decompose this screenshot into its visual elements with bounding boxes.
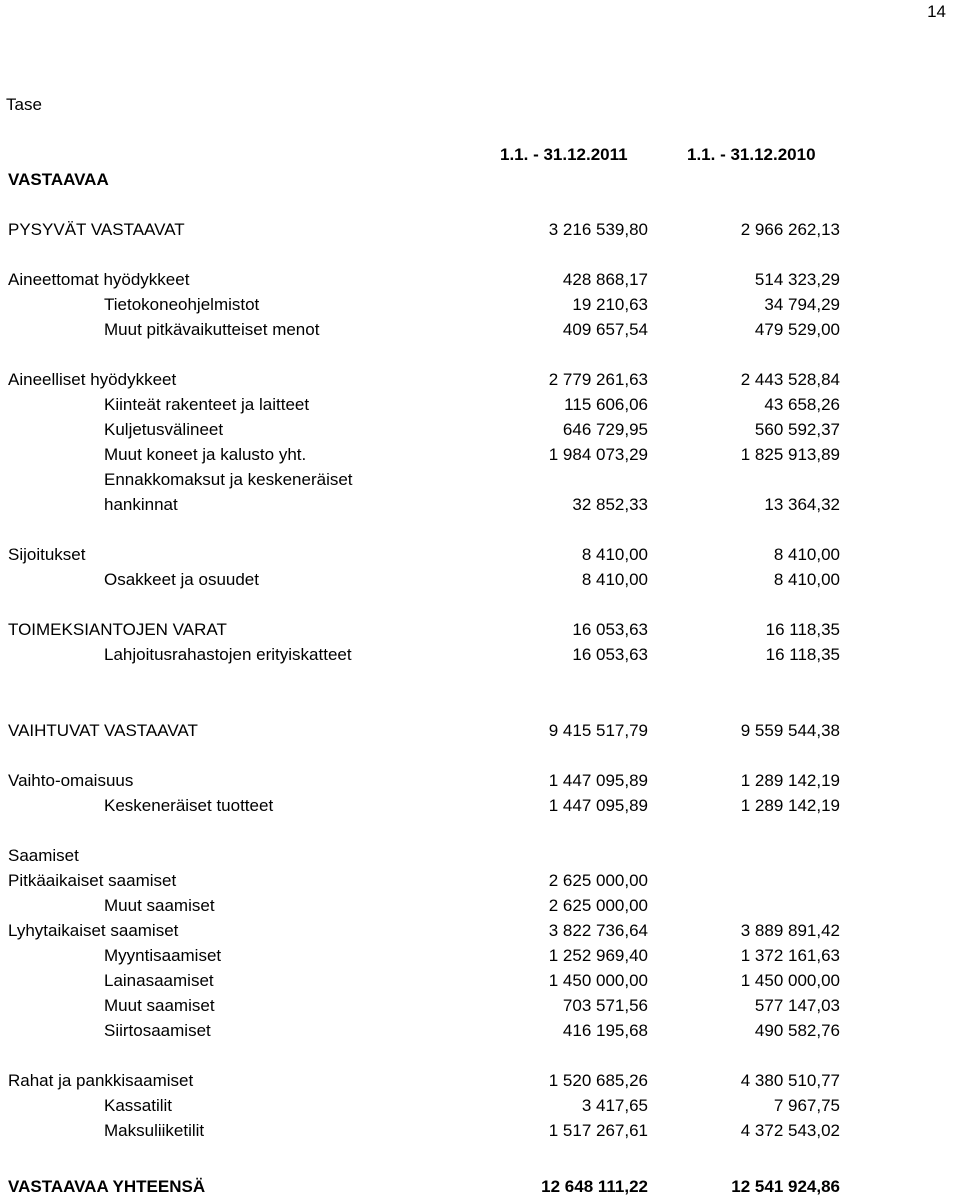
value-2010: 1 450 000,00 — [740, 971, 840, 990]
value-2011: 3 417,65 — [581, 1096, 648, 1115]
value-2010: 13 364,32 — [764, 495, 840, 514]
value-2010: 490 582,76 — [754, 1021, 840, 1040]
value-2011: 2 625 000,00 — [548, 896, 648, 915]
row-label: Sijoitukset — [8, 545, 86, 564]
table-row — [0, 1021, 960, 1041]
table-row — [0, 771, 960, 791]
value-2010: 2 966 262,13 — [740, 220, 840, 239]
value-2011: 1 520 685,26 — [548, 1071, 648, 1090]
row-label: Muut saamiset — [104, 996, 215, 1015]
row-label: Lahjoitusrahastojen erityiskatteet — [104, 645, 352, 664]
value-2010: 16 118,35 — [765, 645, 840, 664]
row-label: Muut koneet ja kalusto yht. — [104, 445, 307, 464]
table-row — [0, 1071, 960, 1091]
value-2010: 43 658,26 — [764, 395, 840, 414]
value-2010: 1 289 142,19 — [740, 771, 840, 790]
table-row — [0, 871, 960, 891]
value-2010: 34 794,29 — [764, 295, 840, 314]
row-label: Myyntisaamiset — [104, 946, 222, 965]
row-label: Kiinteät rakenteet ja laitteet — [104, 395, 310, 414]
table-row — [0, 796, 960, 816]
row-label: Maksuliiketilit — [104, 1121, 205, 1140]
value-2011: 16 053,63 — [572, 620, 648, 639]
value-2011: 409 657,54 — [562, 320, 648, 339]
value-2011: 646 729,95 — [562, 420, 648, 439]
value-2011: 428 868,17 — [562, 270, 648, 289]
value-2011: 32 852,33 — [572, 495, 648, 514]
row-label: Kassatilit — [104, 1096, 173, 1115]
column-header-2010: 1.1. - 31.12.2010 — [687, 145, 816, 164]
row-label: Vaihto-omaisuus — [8, 771, 134, 790]
column-header-2011: 1.1. - 31.12.2011 — [500, 145, 628, 164]
row-label: Siirtosaamiset — [104, 1021, 211, 1040]
table-row — [0, 470, 960, 490]
table-row — [0, 395, 960, 415]
value-2011: 1 252 969,40 — [548, 946, 648, 965]
table-row — [0, 645, 960, 665]
table-row — [0, 996, 960, 1016]
table-row — [0, 946, 960, 966]
row-label: Tietokoneohjelmistot — [104, 295, 260, 314]
row-label: Keskeneräiset tuotteet — [104, 796, 274, 815]
row-label: Rahat ja pankkisaamiset — [8, 1071, 194, 1090]
row-label: hankinnat — [104, 495, 178, 514]
row-label: Muut pitkävaikutteiset menot — [104, 320, 320, 339]
table-row — [0, 1121, 960, 1141]
value-2010: 7 967,75 — [773, 1096, 840, 1115]
value-2011: 2 779 261,63 — [548, 370, 648, 389]
value-2011: 3 216 539,80 — [548, 220, 648, 239]
value-2011: 416 195,68 — [562, 1021, 648, 1040]
value-2011: 12 648 111,22 — [541, 1177, 648, 1196]
row-label: TOIMEKSIANTOJEN VARAT — [8, 620, 227, 639]
table-row — [0, 295, 960, 315]
value-2010: 1 289 142,19 — [740, 796, 840, 815]
value-2011: 8 410,00 — [581, 545, 648, 564]
table-row — [0, 896, 960, 916]
value-2011: 9 415 517,79 — [548, 721, 648, 740]
table-row — [0, 420, 960, 440]
table-row — [0, 495, 960, 515]
value-2011: 16 053,63 — [572, 645, 648, 664]
value-2010: 577 147,03 — [754, 996, 840, 1015]
table-row — [0, 620, 960, 640]
table-row — [0, 220, 960, 240]
table-row — [0, 971, 960, 991]
table-row — [0, 846, 960, 866]
value-2011: 1 450 000,00 — [548, 971, 648, 990]
value-2011: 1 447 095,89 — [548, 771, 648, 790]
row-label: VAIHTUVAT VASTAAVAT — [8, 721, 198, 740]
value-2010: 16 118,35 — [765, 620, 840, 639]
value-2010: 479 529,00 — [754, 320, 840, 339]
value-2011: 2 625 000,00 — [548, 871, 648, 890]
value-2011: 703 571,56 — [562, 996, 648, 1015]
value-2010: 8 410,00 — [773, 570, 840, 589]
value-2011: 3 822 736,64 — [548, 921, 648, 940]
value-2011: 115 606,06 — [564, 395, 648, 414]
value-2010: 2 443 528,84 — [740, 370, 840, 389]
table-row — [0, 1096, 960, 1116]
value-2010: 1 372 161,63 — [740, 946, 840, 965]
value-2011: 1 984 073,29 — [548, 445, 648, 464]
value-2010: 3 889 891,42 — [740, 921, 840, 940]
value-2011: 8 410,00 — [581, 570, 648, 589]
table-row — [0, 370, 960, 390]
row-label: VASTAAVAA YHTEENSÄ — [8, 1177, 206, 1196]
table-row — [0, 921, 960, 941]
table-row — [0, 570, 960, 590]
value-2011: 19 210,63 — [572, 295, 648, 314]
row-label: Aineelliset hyödykkeet — [8, 370, 177, 389]
row-label: Ennakkomaksut ja keskeneräiset — [104, 470, 353, 489]
value-2010: 4 380 510,77 — [740, 1071, 840, 1090]
table-row — [0, 721, 960, 741]
value-2010: 514 323,29 — [754, 270, 840, 289]
row-label: Saamiset — [8, 846, 79, 865]
table-row — [0, 1177, 960, 1197]
row-label: Lyhytaikaiset saamiset — [8, 921, 179, 940]
table-row — [0, 320, 960, 340]
page-title: Tase — [6, 95, 42, 114]
page-number: 14 — [927, 2, 946, 21]
value-2010: 8 410,00 — [773, 545, 840, 564]
table-row — [0, 270, 960, 290]
value-2011: 1 447 095,89 — [548, 796, 648, 815]
row-label: Aineettomat hyödykkeet — [8, 270, 190, 289]
row-label: Pitkäaikaiset saamiset — [8, 871, 177, 890]
value-2010: 560 592,37 — [754, 420, 840, 439]
table-row — [0, 445, 960, 465]
row-label: PYSYVÄT VASTAAVAT — [8, 220, 185, 239]
table-row — [0, 545, 960, 565]
value-2011: 1 517 267,61 — [548, 1121, 648, 1140]
row-label: Kuljetusvälineet — [104, 420, 224, 439]
section-heading: VASTAAVAA — [8, 170, 109, 189]
value-2010: 12 541 924,86 — [731, 1177, 840, 1196]
row-label: Osakkeet ja osuudet — [104, 570, 259, 589]
value-2010: 4 372 543,02 — [740, 1121, 840, 1140]
row-label: Lainasaamiset — [104, 971, 214, 990]
value-2010: 9 559 544,38 — [740, 721, 840, 740]
row-label: Muut saamiset — [104, 896, 215, 915]
value-2010: 1 825 913,89 — [740, 445, 840, 464]
